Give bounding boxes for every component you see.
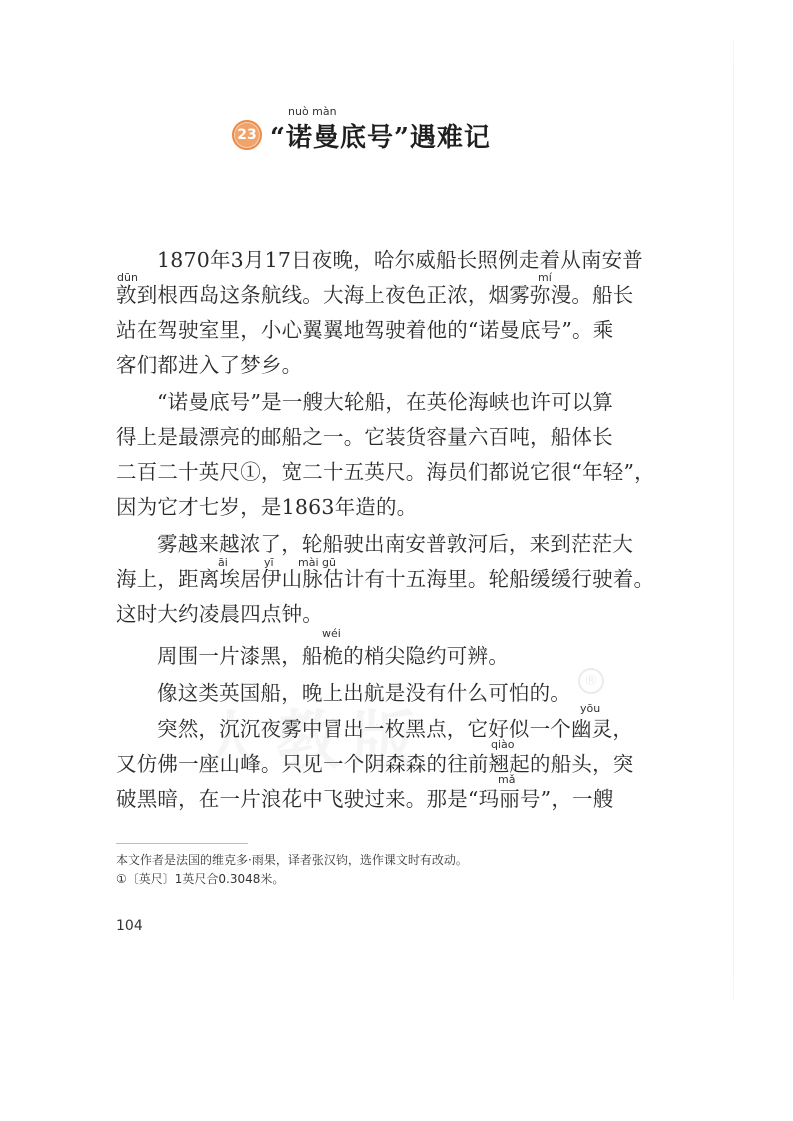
text-line: 像这类英国船，晚上出航是没有什么可怕的。: [157, 681, 571, 705]
pinyin-dun: dūn: [117, 271, 138, 284]
paragraph-3: [116, 527, 655, 632]
text-line: 海上，距离埃居伊山脉估计有十五海里。轮船缓缓行驶着。: [116, 567, 655, 591]
text-line: 二百二十英尺①，宽二十五英尺。海员们都说它很“年轻”，: [116, 460, 655, 484]
pinyin-ma: mǎ: [498, 773, 516, 786]
title-pinyin: nuò màn: [288, 105, 337, 118]
text-line: 破黑暗，在一片浪花中飞驶过来。那是“玛丽号”，一艘: [116, 787, 614, 811]
text-line: 得上是最漂亮的邮船之一。它装货容量六百吨，船体长: [116, 425, 613, 449]
page-number: 104: [116, 918, 143, 934]
pinyin-yi: yī: [264, 556, 274, 569]
pinyin-you: yōu: [580, 702, 601, 715]
text-line: 雾越来越浓了，轮船驶出南安普敦河后，来到茫茫大: [157, 532, 634, 556]
pinyin-qiao: qiào: [491, 738, 515, 751]
pinyin-wei: wéi: [322, 627, 341, 640]
text-line: 又仿佛一座山峰。只见一个阴森森的往前翘起的船头，突: [116, 752, 634, 776]
text-line: 因为它才七岁，是1863年造的。: [116, 495, 418, 519]
footnote-author: 本文作者是法国的维克多·雨果，译者张汉钧，选作课文时有改动。: [116, 853, 468, 867]
pinyin-maigu: mài gū: [298, 556, 336, 569]
footnote-divider: [116, 843, 248, 844]
text-line: 站在驾驶室里，小心翼翼地驾驶着他的“诺曼底号”。乘: [116, 318, 614, 342]
text-line: 周围一片漆黑，船桅的梢尖隐约可辨。: [157, 644, 509, 668]
text-line: 1870年3月17日夜晚，哈尔威船长照例走着从南安普: [157, 248, 643, 272]
text-line: “诺曼底号”是一艘大轮船，在英伦海峡也许可以算: [157, 390, 614, 414]
lesson-number-badge: 23: [232, 120, 262, 150]
text-line: 客们都进入了梦乡。: [116, 353, 303, 377]
pinyin-mi: mí: [538, 271, 552, 284]
paragraph-4: [116, 639, 636, 674]
watermark: [200, 690, 428, 782]
text-line: 突然，沉沉夜雾中冒出一枚黑点，它好似一个幽灵，: [157, 717, 634, 741]
text-line: 敦到根西岛这条航线。大海上夜色正浓，烟雾弥漫。船长: [116, 283, 634, 307]
footnote-1: ①〔英尺〕1英尺合0.3048米。: [116, 872, 285, 886]
registered-mark-icon: ®: [578, 668, 604, 694]
paragraph-1: [116, 243, 643, 383]
page-title: [232, 118, 491, 152]
text-line: 这时大约凌晨四点钟。: [116, 602, 323, 626]
title-text: “诺曼底号”遇难记: [270, 122, 491, 153]
paragraph-2: [116, 385, 655, 525]
page-edge: [733, 40, 734, 1000]
pinyin-ai: āi: [218, 556, 228, 569]
